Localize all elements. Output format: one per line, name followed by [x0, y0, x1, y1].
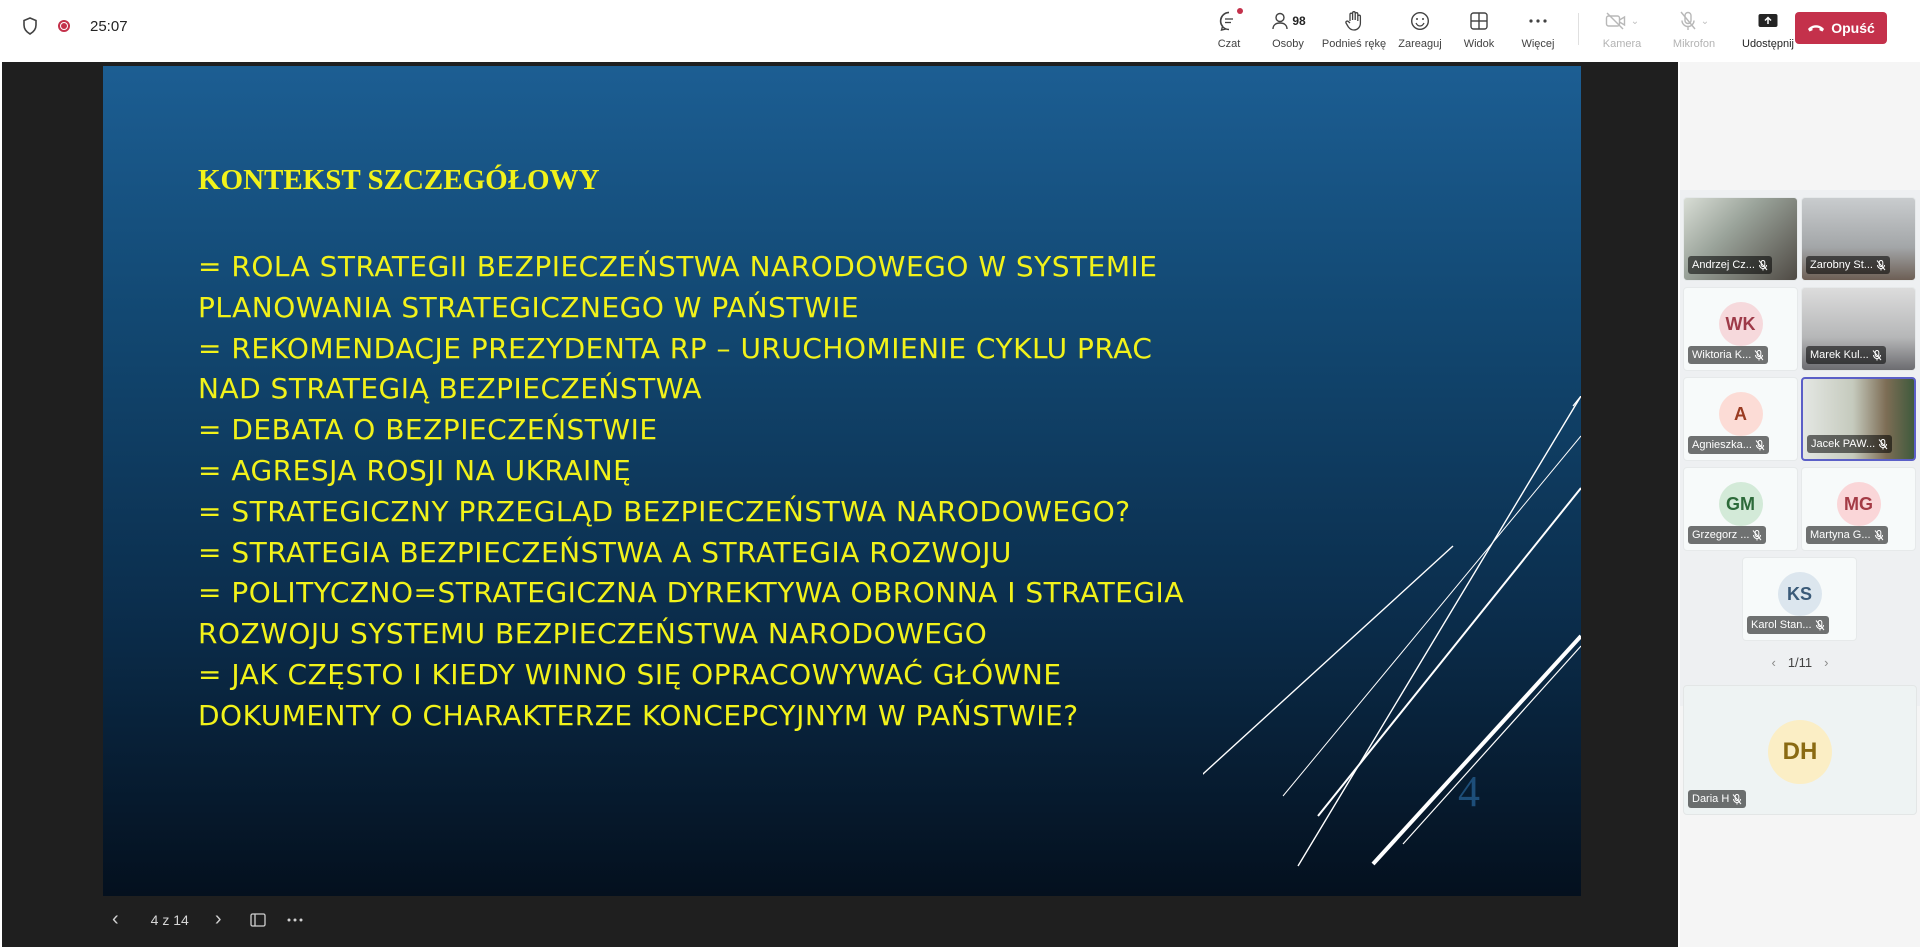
slide-decoration-lines: [1203, 396, 1581, 896]
more-button[interactable]: [1509, 9, 1567, 50]
next-slide-chevron-icon[interactable]: ›: [214, 908, 222, 930]
mic-label: Mikrofon: [1672, 38, 1716, 50]
participant-tile[interactable]: [1683, 377, 1798, 461]
participant-tile[interactable]: [1801, 467, 1916, 551]
participant-name-pill: [1688, 346, 1768, 364]
chat-icon: [1218, 10, 1240, 32]
participant-tile[interactable]: [1683, 197, 1798, 281]
participant-tile[interactable]: [1683, 467, 1798, 551]
presentation-slide: [103, 66, 1581, 896]
smiley-icon: [1410, 11, 1430, 31]
leave-button[interactable]: [1795, 12, 1887, 44]
share-screen-icon: [1757, 12, 1779, 30]
avatar: A: [1719, 392, 1763, 436]
mic-muted-icon: [1755, 440, 1765, 451]
slide-page-indicator: 4 z 14: [150, 911, 189, 928]
camera-label: Kamera: [1602, 38, 1642, 50]
meeting-timer: 25:07: [90, 17, 128, 35]
view-label: Widok: [1463, 38, 1495, 50]
participant-name-pill: [1688, 790, 1746, 808]
slide-line: = DEBATA O BEZPIECZEŃSTWIE: [198, 413, 658, 447]
participant-name-pill: [1806, 256, 1890, 274]
participants-pager: [1680, 655, 1920, 670]
react-button[interactable]: [1391, 9, 1449, 50]
participant-tile[interactable]: [1742, 557, 1857, 641]
participant-tile[interactable]: [1801, 197, 1916, 281]
participant-name: Marek Kul...: [1810, 349, 1869, 361]
participant-name: Karol Stan...: [1751, 619, 1812, 631]
toolbar-divider: [1578, 13, 1579, 45]
people-count: 98: [1292, 14, 1306, 28]
participant-name-pill: [1807, 435, 1892, 453]
participant-name-pill: [1806, 346, 1886, 364]
slide-line: = POLITYCZNO=STRATEGICZNA DYREKTYWA OBRONNA I STRATEGIA: [198, 576, 1184, 610]
participant-name: Daria H: [1692, 793, 1730, 805]
participant-name: Wiktoria K...: [1692, 349, 1752, 361]
react-label: Zareaguj: [1398, 38, 1442, 50]
mic-muted-icon: [1732, 794, 1742, 805]
slide-line: PLANOWANIA STRATEGICZNEGO W PAŃSTWIE: [198, 290, 860, 324]
mic-muted-icon: [1758, 260, 1768, 271]
leave-label: Opuść: [1831, 20, 1875, 36]
more-icon: [1528, 18, 1548, 24]
slide-title: KONTEKST SZCZEGÓŁOWY: [198, 164, 600, 196]
participant-name: Jacek PAW...: [1811, 438, 1876, 450]
chat-label: Czat: [1217, 38, 1241, 50]
participant-name: Grzegorz ...: [1692, 529, 1750, 541]
slide-line: = STRATEGICZNY PRZEGLĄD BEZPIECZEŃSTWA NARODOWEGO?: [198, 494, 1131, 528]
shared-content-stage: [2, 62, 1678, 947]
unread-dot: [1237, 8, 1243, 14]
mic-muted-icon: [1876, 260, 1886, 271]
slide-line: NAD STRATEGIĄ BEZPIECZEŃSTWA: [198, 372, 703, 406]
avatar: WK: [1719, 302, 1763, 346]
participant-name-pill: [1688, 526, 1766, 544]
slide-number: 4: [1458, 767, 1480, 816]
slide-line: = AGRESJA ROSJI NA UKRAINĘ: [198, 453, 632, 487]
pager-label: 1/11: [1787, 655, 1813, 670]
participant-name: Martyna G...: [1810, 529, 1871, 541]
shield-icon[interactable]: [22, 17, 38, 35]
slide-more-icon[interactable]: [287, 918, 303, 922]
camera-off-icon: [1605, 12, 1627, 30]
avatar: MG: [1837, 482, 1881, 526]
participant-tile[interactable]: [1801, 377, 1916, 461]
avatar: DH: [1768, 720, 1832, 784]
slide-thumbnails-icon[interactable]: [249, 911, 267, 929]
more-label: Więcej: [1521, 38, 1555, 50]
people-button[interactable]: [1259, 9, 1317, 50]
camera-options-chevron-icon[interactable]: ⌄: [1630, 15, 1640, 27]
pager-next-chevron-icon[interactable]: ›: [1824, 655, 1829, 670]
mic-off-icon: [1679, 11, 1697, 31]
participant-name-pill: [1688, 256, 1772, 274]
share-label: Udostępnij: [1742, 38, 1794, 50]
mic-muted-icon: [1815, 620, 1825, 631]
participant-name: Agnieszka...: [1692, 439, 1752, 451]
self-video-tile[interactable]: [1683, 685, 1917, 815]
chat-button[interactable]: [1200, 9, 1258, 50]
participant-name-pill: [1688, 436, 1769, 454]
slide-body: [198, 247, 1318, 737]
participant-name-pill: [1806, 526, 1888, 544]
mic-options-chevron-icon[interactable]: ⌄: [1700, 15, 1710, 27]
participants-panel: [1680, 62, 1920, 947]
view-button[interactable]: [1450, 9, 1508, 50]
mic-muted-icon: [1754, 350, 1764, 361]
slide-line: = ROLA STRATEGII BEZPIECZEŃSTWA NARODOWEGO W SYSTEMIE: [198, 250, 1158, 283]
mic-muted-icon: [1752, 530, 1762, 541]
people-label: Osoby: [1272, 38, 1304, 50]
grid-icon: [1469, 11, 1489, 31]
recording-icon: [58, 20, 70, 32]
slide-controls: [112, 908, 303, 931]
participant-name-pill: [1747, 616, 1829, 634]
mic-button[interactable]: [1656, 9, 1732, 50]
people-icon: [1270, 11, 1290, 31]
slide-line: ROZWOJU SYSTEMU BEZPIECZEŃSTWA NARODOWEGO: [198, 617, 988, 651]
mic-muted-icon: [1872, 350, 1882, 361]
raise-hand-label: Podnieś rękę: [1321, 38, 1387, 50]
avatar: GM: [1719, 482, 1763, 526]
pager-previous-chevron-icon[interactable]: ‹: [1771, 655, 1776, 670]
slide-line: = JAK CZĘSTO I KIEDY WINNO SIĘ OPRACOWYWAĆ GŁÓWNE: [198, 657, 1062, 691]
avatar: KS: [1778, 572, 1822, 616]
previous-slide-chevron-icon[interactable]: ‹: [112, 908, 119, 930]
slide-line: = REKOMENDACJE PREZYDENTA RP – URUCHOMIENIE CYKLU PRAC: [198, 331, 1153, 365]
phone-hangup-icon: [1807, 23, 1825, 33]
hand-icon: [1344, 10, 1364, 32]
slide-line: DOKUMENTY O CHARAKTERZE KONCEPCYJNYM W PAŃSTWIE?: [198, 698, 1079, 732]
participant-name: Andrzej Cz...: [1692, 259, 1755, 271]
camera-button[interactable]: [1589, 9, 1655, 50]
mic-muted-icon: [1874, 530, 1884, 541]
mic-muted-icon: [1878, 439, 1888, 450]
participant-name: Zarobny St...: [1810, 259, 1873, 271]
share-button[interactable]: [1733, 9, 1803, 50]
participant-tile[interactable]: [1683, 287, 1798, 371]
participant-tile[interactable]: [1801, 287, 1916, 371]
raise-hand-button[interactable]: [1318, 9, 1390, 50]
meeting-toolbar: [0, 0, 1920, 60]
slide-line: = STRATEGIA BEZPIECZEŃSTWA A STRATEGIA ROZWOJU: [198, 535, 1012, 569]
